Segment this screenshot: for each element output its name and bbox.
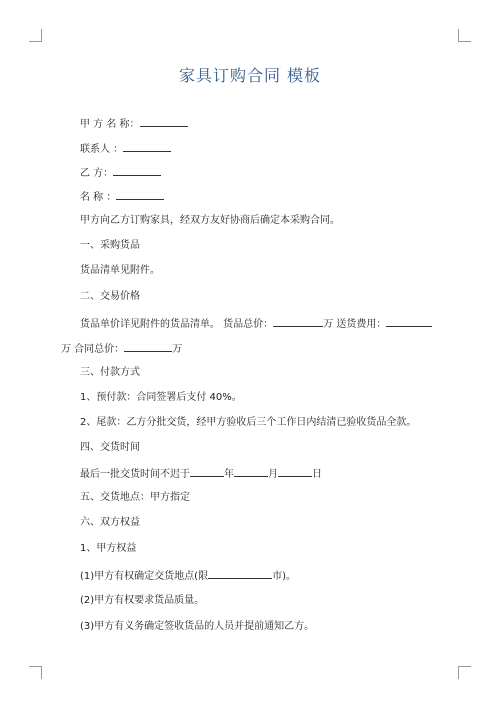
contact-blank[interactable] bbox=[123, 141, 171, 152]
price-line-2 bbox=[61, 341, 182, 357]
party-a-name-line bbox=[80, 116, 188, 132]
delivery-time-text: 最后一批交货时间不迟于 bbox=[80, 469, 190, 480]
section-3-heading: 三、付款方式 bbox=[80, 367, 140, 378]
delivery-time-line bbox=[80, 466, 322, 482]
party-b-line bbox=[80, 165, 161, 181]
day-label: 日 bbox=[312, 469, 322, 480]
year-blank[interactable] bbox=[190, 466, 224, 477]
party-a-rights-heading: 1、甲方权益 bbox=[80, 543, 137, 554]
city-blank[interactable] bbox=[208, 568, 272, 579]
total-price-blank[interactable] bbox=[273, 316, 323, 327]
document-title: 家具订购合同 模板 bbox=[178, 66, 322, 85]
month-blank[interactable] bbox=[234, 466, 268, 477]
section-5-delivery-place: 五、交货地点：甲方指定 bbox=[80, 492, 190, 503]
party-a-name-blank[interactable] bbox=[140, 116, 188, 127]
crop-mark-top-left bbox=[29, 29, 42, 42]
section-1-body: 货品清单见附件。 bbox=[80, 265, 160, 276]
crop-mark-bottom-right bbox=[458, 666, 471, 679]
section-2-heading: 二、交易价格 bbox=[80, 291, 140, 302]
price-line-1-text-b: 万 送货费用： bbox=[323, 319, 387, 330]
name-line bbox=[80, 189, 164, 205]
section-6-heading: 六、双方权益 bbox=[80, 517, 140, 528]
contract-total-blank[interactable] bbox=[124, 341, 172, 352]
name-label: 名 称 ： bbox=[80, 192, 117, 203]
rights-item-1-text-a: (1)甲方有权确定交货地点(限 bbox=[80, 571, 209, 582]
delivery-fee-blank[interactable] bbox=[386, 316, 432, 327]
payment-item-2: 2、尾款：乙方分批交货，经甲方验收后三个工作日内结清已验收货品全款。 bbox=[80, 417, 417, 428]
rights-item-3: (3)甲方有义务确定签收货品的人员并提前通知乙方。 bbox=[80, 621, 315, 632]
contact-line bbox=[80, 141, 171, 157]
crop-mark-top-right bbox=[458, 29, 471, 42]
rights-item-1 bbox=[80, 568, 296, 584]
day-blank[interactable] bbox=[278, 466, 312, 477]
intro-paragraph: 甲方向乙方订购家具，经双方友好协商后确定本采购合同。 bbox=[80, 215, 340, 226]
month-label: 月 bbox=[268, 469, 278, 480]
payment-item-1: 1、预付款：合同签署后支付 40%。 bbox=[80, 392, 242, 403]
price-line-1-text-a: 货品单价详见附件的货品清单。 货品总价： bbox=[80, 319, 274, 330]
party-b-label: 乙 方： bbox=[80, 168, 114, 179]
year-label: 年 bbox=[224, 469, 234, 480]
name-blank[interactable] bbox=[116, 189, 164, 200]
party-a-name-label: 甲 方 名 称： bbox=[80, 119, 140, 130]
price-line-2-text-a: 万 合同总价： bbox=[61, 344, 125, 355]
crop-mark-bottom-left bbox=[29, 666, 42, 679]
party-b-blank[interactable] bbox=[113, 165, 161, 176]
contact-label: 联系人 ： bbox=[80, 144, 124, 155]
section-4-heading: 四、交货时间 bbox=[80, 442, 140, 453]
rights-item-2: (2)甲方有权要求货品质量。 bbox=[80, 595, 205, 606]
rights-item-1-text-b: 市)。 bbox=[272, 571, 296, 582]
price-line-1 bbox=[80, 316, 432, 332]
price-line-2-text-b: 万 bbox=[172, 344, 183, 355]
section-1-heading: 一、采购货品 bbox=[80, 240, 140, 251]
